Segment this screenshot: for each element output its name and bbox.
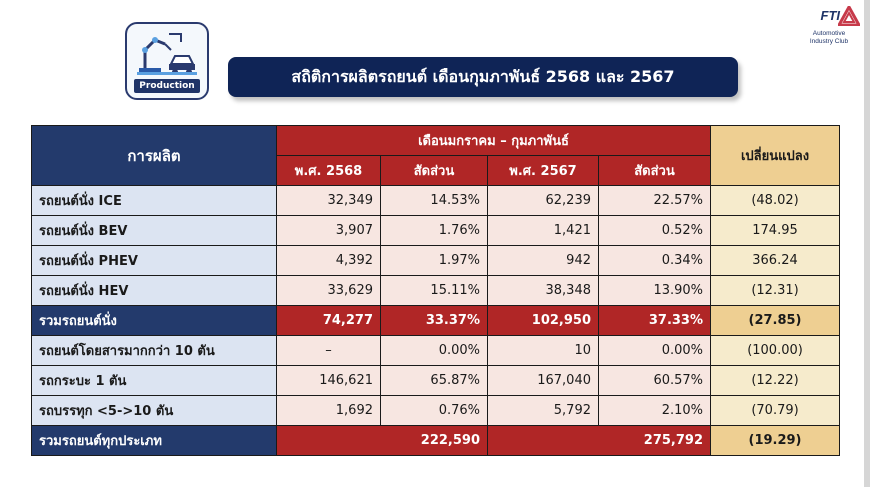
subtotal-value-2568: 74,277 (277, 306, 381, 336)
production-badge (125, 22, 209, 100)
total-change: (19.29) (711, 426, 840, 456)
row-label: รถบรรทุก <5->10 ตัน (32, 396, 277, 426)
subtotal-row (32, 306, 840, 336)
triangle-logo-icon (838, 6, 860, 26)
header-year-2568: พ.ศ. 2568 (277, 156, 381, 186)
table-row (32, 216, 840, 246)
value-2568: 32,349 (277, 186, 381, 216)
share-2567: 0.34% (599, 246, 711, 276)
table-header-row (32, 126, 840, 156)
share-2568: 1.97% (381, 246, 488, 276)
change-value: (12.22) (711, 366, 840, 396)
page-title: สถิติการผลิตรถยนต์ เดือนกุมภาพันธ์ 2568 และ 2567 (228, 57, 738, 97)
total-value-2568: 222,590 (277, 426, 488, 456)
share-2568: 1.76% (381, 216, 488, 246)
value-2568: 3,907 (277, 216, 381, 246)
share-2568: 0.00% (381, 336, 488, 366)
table-row (32, 276, 840, 306)
row-label: รถยนต์นั่ง PHEV (32, 246, 277, 276)
production-stats-table (31, 125, 840, 456)
header-change: เปลี่ยนแปลง (711, 126, 840, 186)
value-2568: 146,621 (277, 366, 381, 396)
subtotal-label: รวมรถยนต์นั่ง (32, 306, 277, 336)
table-row (32, 186, 840, 216)
production-label: Production (134, 79, 200, 93)
value-2567: 62,239 (488, 186, 599, 216)
value-2568: 33,629 (277, 276, 381, 306)
frame-edge (864, 0, 870, 487)
value-2567: 942 (488, 246, 599, 276)
share-2567: 60.57% (599, 366, 711, 396)
share-2567: 2.10% (599, 396, 711, 426)
table-row (32, 396, 840, 426)
change-value: (70.79) (711, 396, 840, 426)
value-2567: 10 (488, 336, 599, 366)
change-value: 174.95 (711, 216, 840, 246)
fti-logo-subtitle: Automotive Industry Club (809, 30, 849, 45)
row-label: รถยนต์โดยสารมากกว่า 10 ตัน (32, 336, 277, 366)
row-label: รถกระบะ 1 ตัน (32, 366, 277, 396)
change-value: (100.00) (711, 336, 840, 366)
share-2568: 15.11% (381, 276, 488, 306)
value-2568: 4,392 (277, 246, 381, 276)
row-label: รถยนต์นั่ง HEV (32, 276, 277, 306)
value-2568: 1,692 (277, 396, 381, 426)
share-2567: 13.90% (599, 276, 711, 306)
fti-logo (788, 6, 868, 56)
subtotal-value-2567: 102,950 (488, 306, 599, 336)
share-2568: 65.87% (381, 366, 488, 396)
value-2567: 5,792 (488, 396, 599, 426)
total-label: รวมรถยนต์ทุกประเภท (32, 426, 277, 456)
value-2567: 167,040 (488, 366, 599, 396)
change-value: 366.24 (711, 246, 840, 276)
table-row (32, 246, 840, 276)
share-2568: 14.53% (381, 186, 488, 216)
row-label: รถยนต์นั่ง BEV (32, 216, 277, 246)
total-value-2567: 275,792 (488, 426, 711, 456)
total-row (32, 426, 840, 456)
value-2568: – (277, 336, 381, 366)
header-period: เดือนมกราคม – กุมภาพันธ์ (277, 126, 711, 156)
change-value: (48.02) (711, 186, 840, 216)
header-year-2567: พ.ศ. 2567 (488, 156, 599, 186)
table-row (32, 336, 840, 366)
share-2567: 0.00% (599, 336, 711, 366)
change-value: (12.31) (711, 276, 840, 306)
share-2568: 0.76% (381, 396, 488, 426)
table-row (32, 366, 840, 396)
subtotal-share-2568: 33.37% (381, 306, 488, 336)
subtotal-share-2567: 37.33% (599, 306, 711, 336)
header-share-2567: สัดส่วน (599, 156, 711, 186)
share-2567: 0.52% (599, 216, 711, 246)
robot-arm-car-icon (135, 28, 201, 80)
share-2567: 22.57% (599, 186, 711, 216)
fti-logo-text: FTI (820, 8, 840, 23)
header-share-2568: สัดส่วน (381, 156, 488, 186)
value-2567: 1,421 (488, 216, 599, 246)
row-label: รถยนต์นั่ง ICE (32, 186, 277, 216)
value-2567: 38,348 (488, 276, 599, 306)
header-production: การผลิต (32, 126, 277, 186)
subtotal-change: (27.85) (711, 306, 840, 336)
